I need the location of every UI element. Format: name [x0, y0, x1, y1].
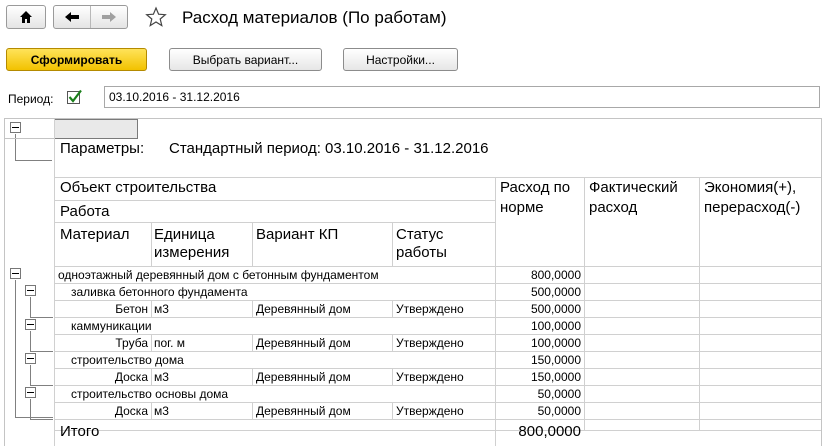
header-unit-1: Единица [154, 226, 215, 243]
period-checkbox[interactable] [66, 89, 82, 105]
collapse-object-icon[interactable] [10, 268, 21, 279]
row-material-4: Доска [114, 404, 148, 418]
row-work-4-label: строительство основы дома [71, 387, 229, 401]
header-status-2: работы [396, 244, 447, 261]
checkmark-icon [66, 89, 82, 105]
row-work-4-norm: 50,0000 [537, 387, 581, 401]
row-variant-2: Деревянный дом [256, 336, 351, 350]
collapse-work-2-icon[interactable] [25, 319, 36, 330]
row-variant-1: Деревянный дом [256, 302, 351, 316]
row-material-1-norm: 500,0000 [530, 302, 581, 316]
generate-button[interactable]: Сформировать [6, 48, 147, 71]
home-icon [19, 10, 33, 24]
row-work-1-norm: 500,0000 [530, 285, 581, 299]
params-value: Стандартный период: 03.10.2016 - 31.12.2016 [169, 140, 489, 157]
row-unit-2: пог. м [154, 336, 186, 350]
selected-cell[interactable] [54, 119, 138, 139]
collapse-work-1-icon[interactable] [25, 285, 36, 296]
header-status-1: Статус [396, 226, 444, 243]
header-fact-1: Фактический [589, 179, 678, 196]
header-work: Работа [60, 203, 110, 220]
row-status-4: Утверждено [396, 404, 464, 418]
row-work-3-label: строительство дома [71, 353, 184, 367]
row-work-1-label: заливка бетонного фундамента [71, 285, 248, 299]
total-label: Итого [60, 423, 100, 440]
total-norm: 800,0000 [518, 423, 581, 440]
select-variant-button[interactable]: Выбрать вариант... [169, 48, 322, 71]
header-object: Объект строительства [60, 179, 217, 196]
report-spreadsheet[interactable] [4, 118, 822, 446]
header-norm-2: норме [500, 199, 544, 216]
row-variant-3: Деревянный дом [256, 370, 351, 384]
row-object-norm: 800,0000 [530, 268, 581, 282]
collapse-params-icon[interactable] [10, 122, 21, 133]
period-label: Период: [8, 92, 54, 106]
row-material-2: Труба [115, 336, 148, 350]
header-material: Материал [60, 226, 130, 243]
row-unit-4: м3 [154, 404, 169, 418]
row-material-3-norm: 150,0000 [530, 370, 581, 384]
forward-button[interactable] [91, 6, 127, 28]
row-status-3: Утверждено [396, 370, 464, 384]
row-work-2-label: каммуникации [71, 319, 152, 333]
row-material-3: Доска [114, 370, 148, 384]
row-work-3-norm: 150,0000 [530, 353, 581, 367]
row-status-1: Утверждено [396, 302, 464, 316]
settings-button[interactable]: Настройки... [343, 48, 458, 71]
favorite-star-icon[interactable] [145, 6, 167, 33]
params-label: Параметры: [60, 140, 145, 157]
period-input[interactable]: 03.10.2016 - 31.12.2016 [104, 86, 820, 108]
row-object-label: одноэтажный деревянный дом с бетонным фундаментом [58, 268, 379, 282]
row-status-2: Утверждено [396, 336, 464, 350]
header-econ-1: Экономия(+), [704, 179, 797, 196]
row-unit-3: м3 [154, 370, 169, 384]
row-work-2-norm: 100,0000 [530, 319, 581, 333]
row-unit-1: м3 [154, 302, 169, 316]
home-button[interactable] [6, 5, 46, 29]
header-unit-2: измерения [154, 244, 230, 261]
arrow-left-icon [64, 11, 80, 23]
header-norm-1: Расход по [500, 179, 571, 196]
page-title: Расход материалов (По работам) [182, 8, 447, 27]
row-material-1: Бетон [115, 302, 148, 316]
back-button[interactable] [54, 6, 91, 28]
header-variant: Вариант КП [256, 226, 339, 243]
collapse-work-4-icon[interactable] [25, 387, 36, 398]
header-fact-2: расход [589, 199, 638, 216]
history-nav [53, 5, 128, 29]
row-material-4-norm: 50,0000 [537, 404, 581, 418]
row-variant-4: Деревянный дом [256, 404, 351, 418]
collapse-work-3-icon[interactable] [25, 353, 36, 364]
row-material-2-norm: 100,0000 [530, 336, 581, 350]
arrow-right-icon [101, 11, 117, 23]
header-econ-2: перерасход(-) [704, 199, 801, 216]
